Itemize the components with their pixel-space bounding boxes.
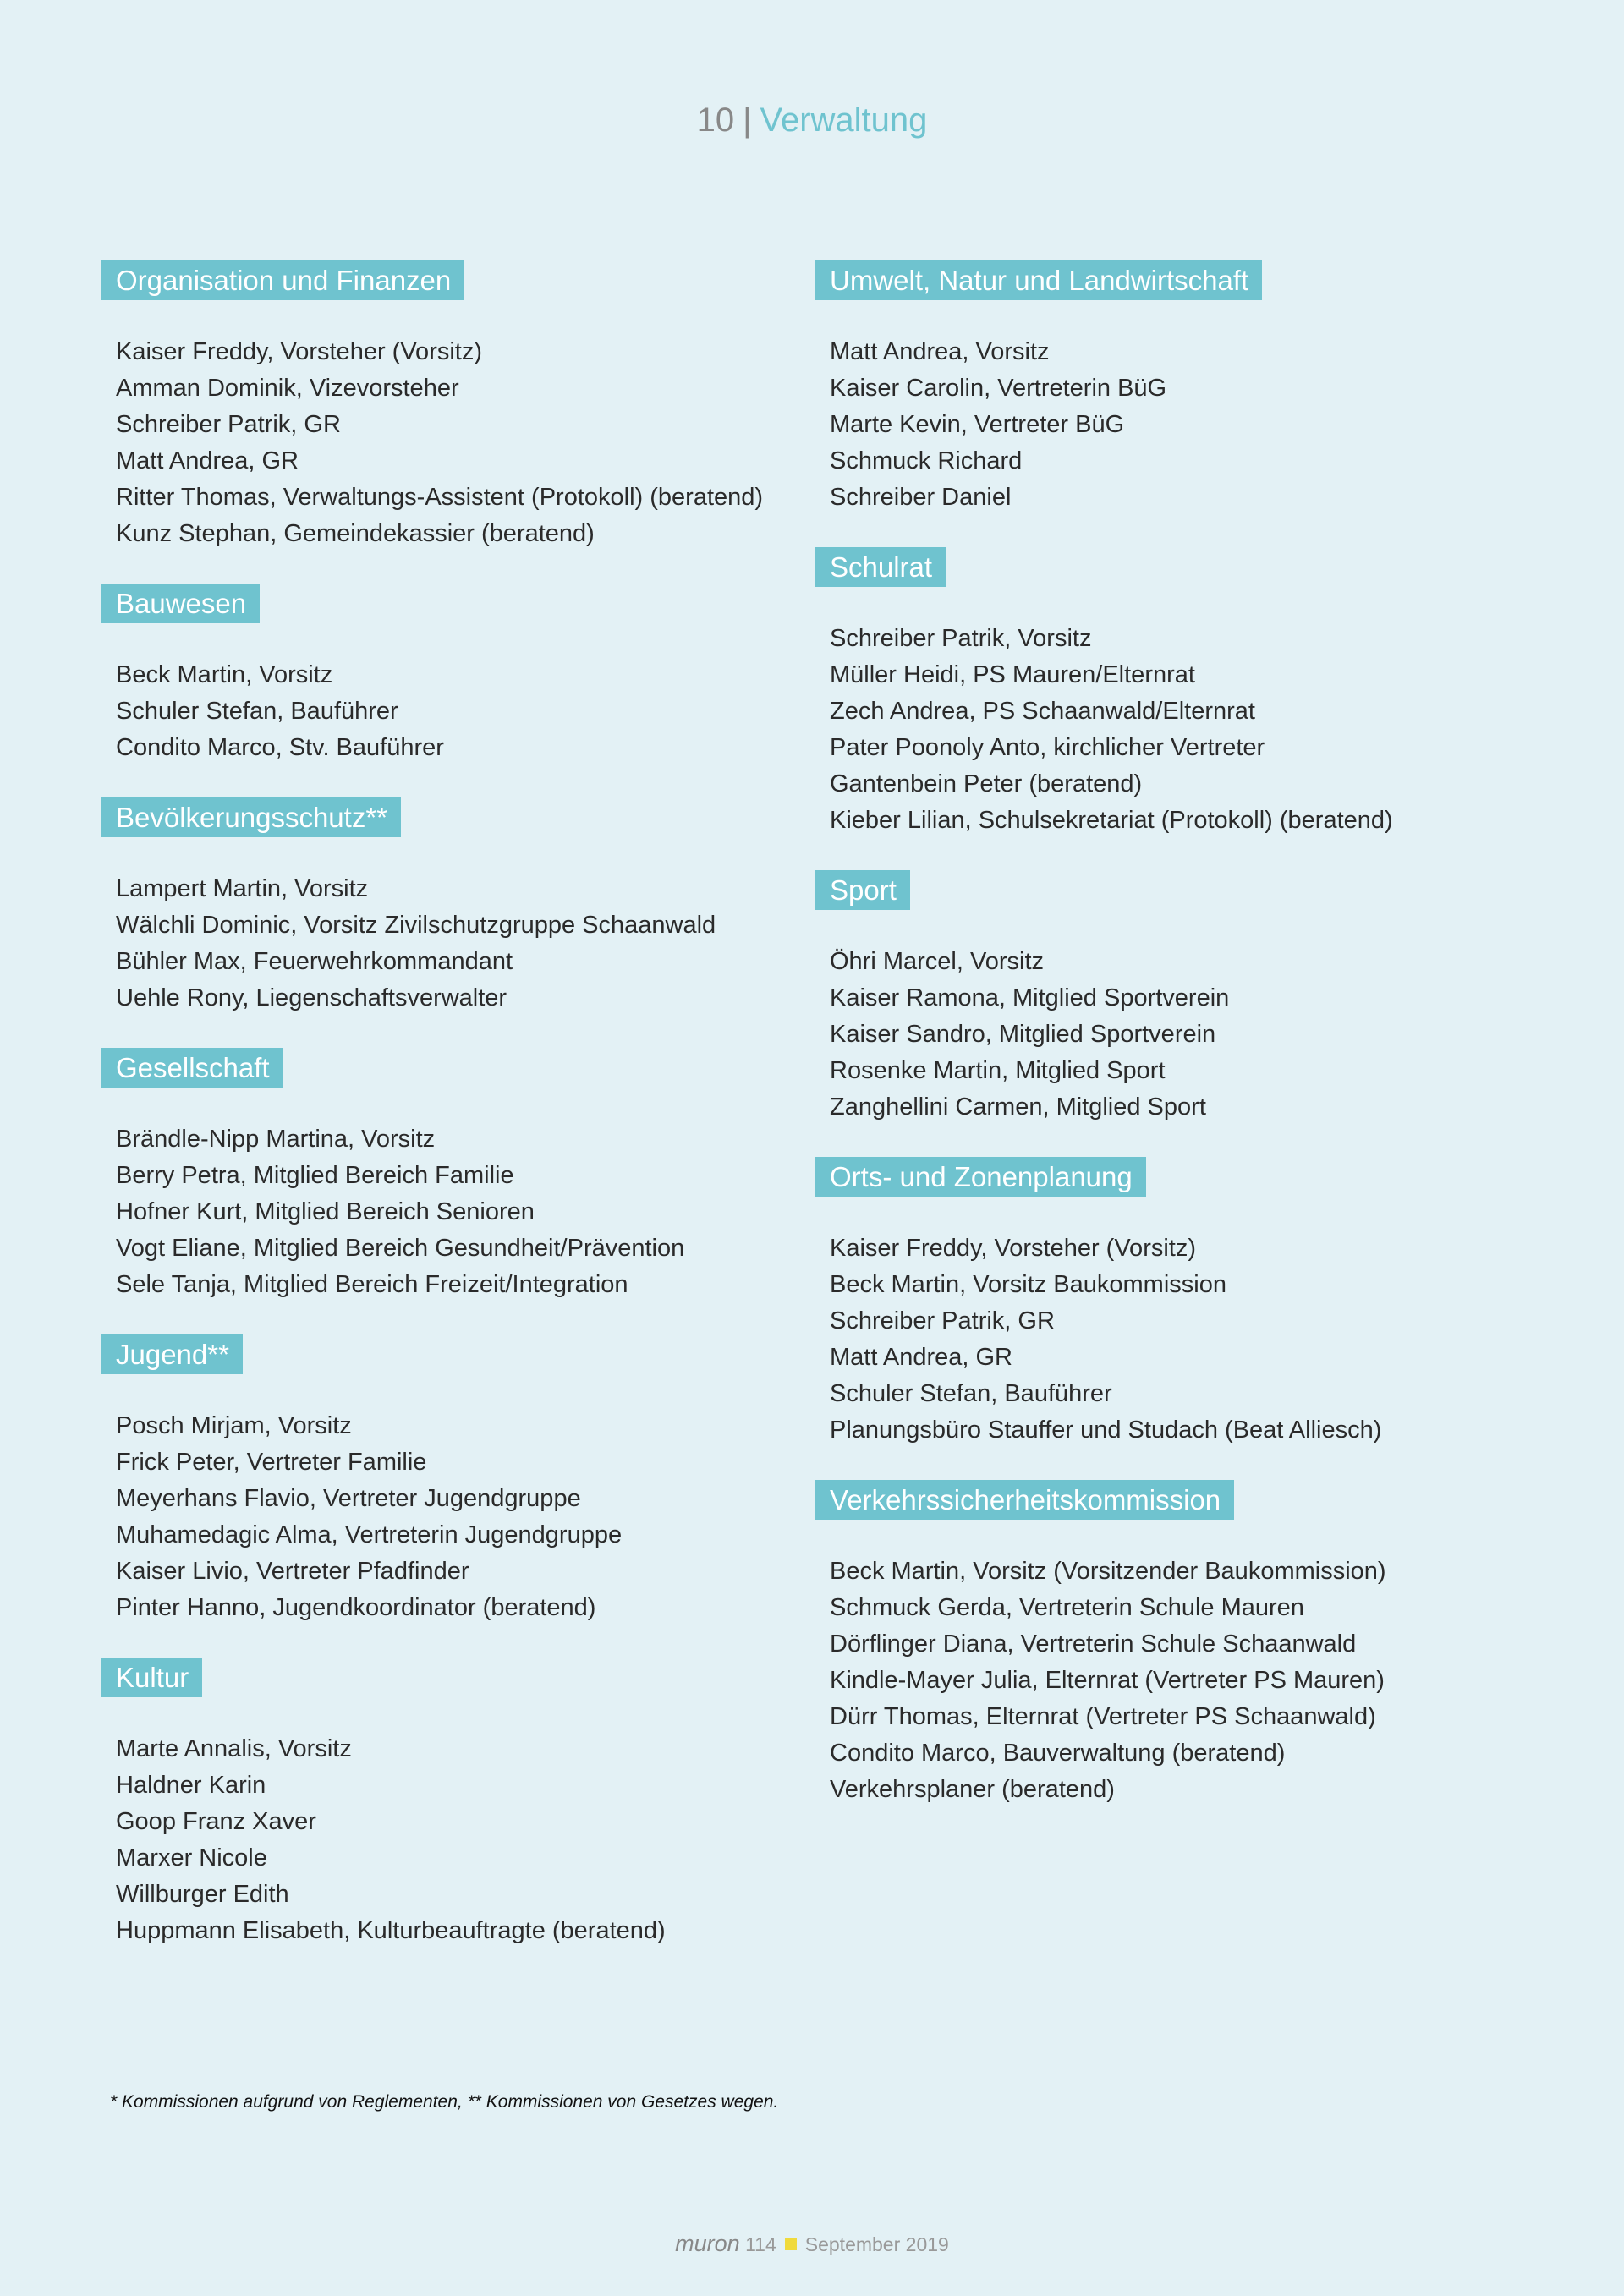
member-list [116, 1408, 811, 1626]
committee-section [101, 1658, 811, 1949]
committee-section [101, 1334, 811, 1626]
committee-section [815, 870, 1533, 1126]
member-item: Pinter Hanno, Jugendkoordinator (beratend) [116, 1594, 596, 1621]
member-item: Dörflinger Diana, Vertreterin Schule Schaanwald [830, 1630, 1357, 1658]
committee-section [101, 584, 811, 766]
member-item: Matt Andrea, GR [116, 447, 299, 474]
footnote: * Kommissionen aufgrund von Reglementen, ** Kommissionen von Gesetzes wegen. [110, 2092, 779, 2112]
member-item: Goop Franz Xaver [116, 1808, 316, 1835]
section-title: Organisation und Finanzen [101, 260, 464, 300]
section-title: Kultur [101, 1658, 202, 1697]
member-item: Schmuck Gerda, Vertreterin Schule Mauren [830, 1594, 1304, 1621]
member-item: Lampert Martin, Vorsitz [116, 875, 369, 902]
section-title: Gesellschaft [101, 1048, 283, 1088]
page-footer [0, 2231, 1624, 2257]
member-item: Vogt Eliane, Mitglied Bereich Gesundheit/Prävention [116, 1235, 685, 1262]
member-item: Haldner Karin [116, 1772, 266, 1799]
member-item: Schreiber Patrik, Vorsitz [830, 625, 1092, 652]
footer-issue: 114 [745, 2233, 776, 2255]
member-item: Wälchli Dominic, Vorsitz Zivilschutzgruppe Schaanwald [116, 912, 716, 939]
member-item: Ritter Thomas, Verwaltungs-Assistent (Protokoll) (beratend) [116, 484, 764, 511]
section-title: Sport [815, 870, 910, 910]
member-list [116, 871, 811, 1016]
member-item: Matt Andrea, GR [830, 1344, 1012, 1371]
committee-section [815, 1480, 1533, 1808]
committee-section [815, 547, 1533, 839]
section-title: Bevölkerungsschutz** [101, 797, 401, 837]
member-item: Rosenke Martin, Mitglied Sport [830, 1057, 1166, 1084]
member-item: Brändle-Nipp Martina, Vorsitz [116, 1126, 436, 1153]
member-item: Uehle Rony, Liegenschaftsverwalter [116, 984, 508, 1011]
member-item: Schreiber Patrik, GR [830, 1307, 1055, 1334]
committee-section [815, 260, 1533, 516]
page-header [0, 100, 1624, 140]
member-item: Zech Andrea, PS Schaanwald/Elternrat [830, 698, 1255, 725]
footer-brand: muron [675, 2231, 740, 2256]
section-title: Schulrat [815, 547, 946, 587]
member-item: Beck Martin, Vorsitz [116, 661, 333, 688]
committee-section [101, 797, 811, 1016]
member-item: Kaiser Freddy, Vorsteher (Vorsitz) [830, 1235, 1197, 1262]
member-item: Gantenbein Peter (beratend) [830, 770, 1143, 797]
member-item: Bühler Max, Feuerwehrkommandant [116, 948, 513, 975]
member-item: Marxer Nicole [116, 1844, 267, 1871]
page-title: Verwaltung [760, 101, 928, 139]
member-item: Sele Tanja, Mitglied Bereich Freizeit/Integration [116, 1271, 628, 1298]
committee-section [815, 1157, 1533, 1449]
section-title: Verkehrssicherheitskommission [815, 1480, 1234, 1520]
member-list [116, 334, 811, 552]
member-item: Kaiser Carolin, Vertreterin BüG [830, 375, 1167, 402]
member-item: Kieber Lilian, Schulsekretariat (Protokoll) (beratend) [830, 807, 1393, 834]
committee-section [101, 260, 811, 552]
member-item: Frick Peter, Vertreter Familie [116, 1449, 427, 1476]
member-item: Beck Martin, Vorsitz (Vorsitzender Baukommission) [830, 1558, 1386, 1585]
member-list [116, 657, 811, 766]
member-item: Kaiser Sandro, Mitglied Sportverein [830, 1021, 1216, 1048]
committee-section [101, 1048, 811, 1303]
member-item: Kunz Stephan, Gemeindekassier (beratend) [116, 520, 595, 547]
section-title: Orts- und Zonenplanung [815, 1157, 1146, 1197]
member-item: Kaiser Ramona, Mitglied Sportverein [830, 984, 1230, 1011]
member-item: Schuler Stefan, Bauführer [830, 1380, 1112, 1407]
member-item: Schreiber Daniel [830, 484, 1012, 511]
member-item: Kaiser Livio, Vertreter Pfadfinder [116, 1558, 469, 1585]
member-list [830, 1553, 1533, 1808]
member-item: Marte Annalis, Vorsitz [116, 1735, 352, 1762]
member-list [830, 1230, 1533, 1449]
member-item: Condito Marco, Stv. Bauführer [116, 734, 444, 761]
member-item: Huppmann Elisabeth, Kulturbeauftragte (beratend) [116, 1917, 666, 1944]
member-item: Meyerhans Flavio, Vertreter Jugendgruppe [116, 1485, 581, 1512]
member-item: Schmuck Richard [830, 447, 1023, 474]
member-item: Kindle-Mayer Julia, Elternrat (Vertreter PS Mauren) [830, 1667, 1385, 1694]
member-item: Müller Heidi, PS Mauren/Elternrat [830, 661, 1195, 688]
section-title: Umwelt, Natur und Landwirtschaft [815, 260, 1262, 300]
member-item: Zanghellini Carmen, Mitglied Sport [830, 1093, 1206, 1121]
member-item: Hofner Kurt, Mitglied Bereich Senioren [116, 1198, 535, 1225]
member-item: Condito Marco, Bauverwaltung (beratend) [830, 1740, 1286, 1767]
member-item: Dürr Thomas, Elternrat (Vertreter PS Schaanwald) [830, 1703, 1376, 1730]
member-item: Beck Martin, Vorsitz Baukommission [830, 1271, 1226, 1298]
member-item: Berry Petra, Mitglied Bereich Familie [116, 1162, 514, 1189]
member-list [116, 1121, 811, 1303]
header-separator: | [743, 101, 752, 139]
member-item: Amman Dominik, Vizevorsteher [116, 375, 459, 402]
square-icon [785, 2238, 797, 2250]
member-item: Willburger Edith [116, 1881, 289, 1908]
member-list [830, 621, 1533, 839]
member-list [116, 1731, 811, 1949]
member-item: Öhri Marcel, Vorsitz [830, 948, 1044, 975]
member-list [830, 334, 1533, 516]
member-item: Schreiber Patrik, GR [116, 411, 341, 438]
member-item: Matt Andrea, Vorsitz [830, 338, 1050, 365]
footer-date: September 2019 [804, 2233, 949, 2255]
member-item: Schuler Stefan, Bauführer [116, 698, 398, 725]
page-number: 10 [696, 101, 735, 139]
member-item: Verkehrsplaner (beratend) [830, 1776, 1115, 1803]
member-item: Marte Kevin, Vertreter BüG [830, 411, 1125, 438]
member-list [830, 944, 1533, 1126]
member-item: Muhamedagic Alma, Vertreterin Jugendgruppe [116, 1521, 623, 1548]
right-column [815, 260, 1533, 1839]
left-column [101, 260, 811, 1981]
section-title: Jugend** [101, 1334, 243, 1374]
member-item: Posch Mirjam, Vorsitz [116, 1412, 352, 1439]
member-item: Kaiser Freddy, Vorsteher (Vorsitz) [116, 338, 483, 365]
member-item: Planungsbüro Stauffer und Studach (Beat Alliesch) [830, 1417, 1382, 1444]
section-title: Bauwesen [101, 584, 260, 623]
member-item: Pater Poonoly Anto, kirchlicher Vertreter [830, 734, 1265, 761]
